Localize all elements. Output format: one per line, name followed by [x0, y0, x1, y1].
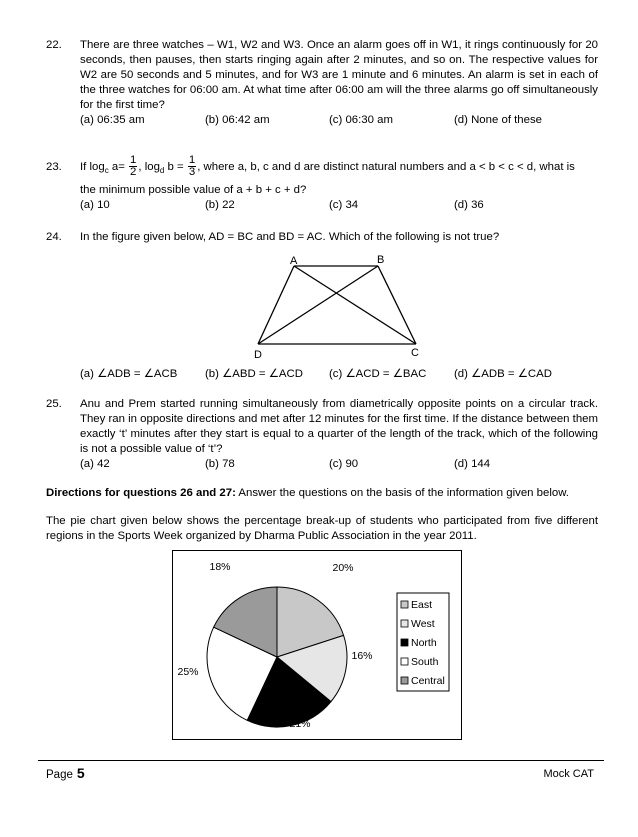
option-c[interactable]: (c) 34	[329, 199, 359, 211]
option-d[interactable]: (d) 36	[454, 199, 484, 211]
option-c[interactable]: (c) ∠ACD = ∠BAC	[329, 368, 427, 380]
fraction-1-2: $\frac{1}{2}$	[130, 154, 137, 179]
label-c: C	[411, 347, 419, 359]
fraction-1-3: $\frac{1}{3}$	[188, 154, 196, 179]
legend-swatch-west	[401, 620, 408, 627]
label-d: D	[254, 349, 262, 360]
option-d[interactable]: (d) None of these	[454, 114, 543, 126]
option-c[interactable]: (c) 90	[329, 458, 359, 470]
option-a[interactable]: (a) ∠ADB = ∠ACB	[80, 368, 178, 380]
option-a[interactable]: (a) 06:35 am	[80, 114, 145, 126]
options-row	[80, 457, 598, 472]
option-d[interactable]: (d) 144	[454, 458, 491, 470]
pie-chart-frame	[172, 550, 462, 740]
question-text: Anu and Prem started running simultaneously from diametrically opposite points on a circular track. They ran in opposite directions and met after 12 minutes for the first time. If the distance between them exactly ‘t’ minutes after they start is equal to a quarter of the length of the track, which of the following is not a possible value of ‘t’?	[80, 398, 598, 455]
pie-chart	[173, 551, 461, 739]
slice-label-south: 25%	[177, 666, 199, 678]
option-b[interactable]: (b) ∠ABD = ∠ACD	[205, 368, 303, 380]
legend-label-east: East	[411, 599, 433, 611]
legend-swatch-east	[401, 601, 408, 608]
question-text-line2: the minimum possible value of a + b + c + d?	[80, 184, 307, 196]
option-b[interactable]: (b) 78	[205, 458, 235, 470]
directions	[46, 486, 598, 501]
option-a[interactable]: (a) 42	[80, 458, 110, 470]
question-number: 23.	[46, 161, 62, 173]
page-number: Page 5	[46, 765, 85, 781]
slice-label-central: 18%	[209, 561, 231, 573]
slice-label-north: 21%	[289, 718, 311, 730]
footer-title: Mock CAT	[543, 768, 594, 780]
label-a: A	[290, 255, 298, 267]
directions-text: Answer the questions on the basis of the information given below.	[235, 487, 569, 499]
question-text: In the figure given below, AD = BC and BD = AC. Which of the following is not true?	[80, 231, 500, 243]
legend-label-west: West	[411, 618, 435, 630]
legend-label-south: South	[411, 656, 439, 668]
slice-label-west: 16%	[351, 650, 373, 662]
footer-divider	[38, 760, 604, 761]
option-a[interactable]: (a) 10	[80, 199, 110, 211]
directions-heading: Directions for questions 26 and 27:	[46, 487, 236, 499]
options-row	[80, 198, 598, 213]
legend-swatch-central	[401, 677, 408, 684]
legend-label-north: North	[411, 637, 437, 649]
legend-swatch-north	[401, 639, 408, 646]
question-number: 25.	[46, 398, 62, 410]
trapezium-figure	[250, 252, 440, 360]
label-b: B	[377, 254, 385, 266]
options-row	[80, 367, 598, 382]
question-number: 24.	[46, 231, 62, 243]
question-text: If $\log_c a=$ $\frac{1}{2}$ , $\log_d b$ = $\frac{1}{3}$ , where a, b, c and d are distinct natural numbers and a < b < c < d, what is	[80, 154, 575, 179]
option-b[interactable]: (b) 22	[205, 199, 235, 211]
question-number: 22.	[46, 39, 62, 51]
options-row	[80, 113, 598, 128]
option-c[interactable]: (c) 06:30 am	[329, 114, 393, 126]
legend-label-central: Central	[411, 675, 445, 687]
option-b[interactable]: (b) 06:42 am	[205, 114, 270, 126]
slice-label-east: 20%	[332, 562, 354, 574]
legend-swatch-south	[401, 658, 408, 665]
directions-paragraph: The pie chart given below shows the percentage break-up of students who participated from five different regions in the Sports Week organized by Dharma Public Association in the year 2011.	[46, 515, 598, 542]
option-d[interactable]: (d) ∠ADB = ∠CAD	[454, 368, 552, 380]
question-text: There are three watches – W1, W2 and W3. Once an alarm goes off in W1, it rings continuously for 20 seconds, then pauses, then starts ringing again after 2 minutes, and so on. The respective values for W2 are 50 seconds and 5 minutes, and for W3 are 1 minute and 6 minutes. An alarm is set in each of the three watches for 06:00 am. At what time after 06:00 am will the three alarms go off simultaneously for the first time?	[80, 39, 598, 111]
